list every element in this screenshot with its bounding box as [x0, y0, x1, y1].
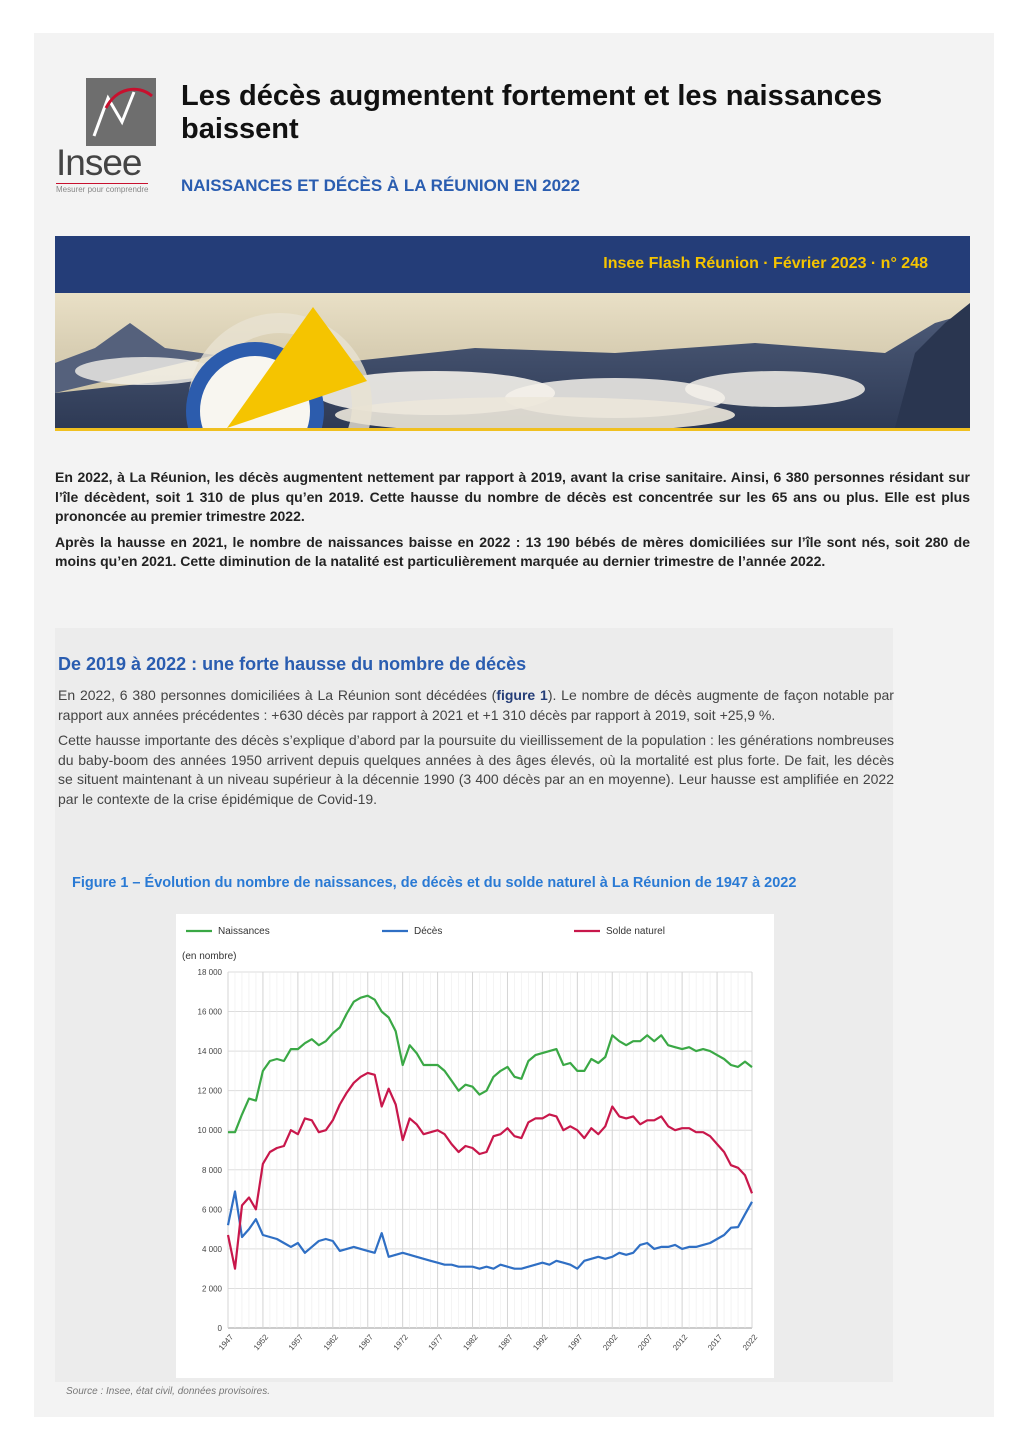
x-tick-label: 1977 [426, 1332, 445, 1353]
section-title: De 2019 à 2022 : une forte hausse du nombre de décès [58, 654, 527, 674]
x-axis-ticks [217, 1332, 760, 1352]
x-tick-label: 2002 [601, 1332, 620, 1353]
x-tick-label: 1982 [461, 1332, 480, 1353]
x-tick-label: 2022 [740, 1332, 760, 1353]
page-title: Les décès augmentent fortement et les naissances baissent [181, 80, 883, 145]
body-paragraph-2: Cette hausse importante des décès s’explique d’abord par la poursuite du vieillissement de la population : les générations nombreuses du baby-boom des années 1950 arrivent depuis quelques années à des âges élevés, où la mortalité est plus forte. De fait, les décès se situent maintenant à un niveau supérieur à la décennie 1990 (3 400 décès par an en moyenne). Leur hausse est amplifiée en 2022 par le contexte de la crise épidémique de Covid-19. [58, 732, 894, 807]
series-line-d-c-s [228, 1192, 752, 1269]
insee-logo [56, 78, 158, 198]
x-tick-label: 1947 [216, 1332, 236, 1353]
legend-label: Décès [414, 926, 443, 937]
body-paragraph-1-end: ). Le nombre de décès augmente de façon notable par rapport aux années précédentes : +630 décès par rapport à 2021 et +1 310 décès par rapport à 2019, soit +25,9 %. [58, 687, 894, 723]
figure-1-chart [176, 914, 774, 1378]
landscape-illustration [55, 293, 970, 428]
intro-paragraph-1: En 2022, à La Réunion, les décès augmentent nettement par rapport à 2019, avant la crise sanitaire. Ainsi, 6 380 personnes résidant sur l’île décèdent, soit 1 310 de plus qu’en 2019. Cette hausse du nombre de décès est concentrée sur les 65 ans ou plus. Elle est plus prononcée au premier trimestre 2022. [55, 469, 970, 524]
legend-label: Naissances [218, 926, 270, 937]
line-chart [176, 914, 774, 1378]
x-tick-label: 2007 [636, 1332, 655, 1353]
logo-tagline: Mesurer pour comprendre [56, 185, 149, 194]
chart-source: Source : Insee, état civil, données provisoires. [66, 1386, 270, 1397]
body-paragraph-1 [58, 686, 894, 725]
series-line-solde-naturel [228, 1073, 752, 1269]
legend-label: Solde naturel [606, 926, 665, 937]
publication-reference: Insee Flash Réunion · Février 2023 · n° 248 [603, 255, 928, 272]
y-tick-label: 16 000 [197, 1007, 222, 1017]
chart-series [228, 996, 752, 1269]
y-tick-label: 10 000 [197, 1126, 222, 1136]
figure-title: Figure 1 – Évolution du nombre de naissances, de décès et du solde naturel à La Réunion de 1947 à 2022 [72, 875, 797, 891]
y-axis-label: (en nombre) [182, 951, 237, 962]
x-tick-label: 2012 [671, 1332, 690, 1353]
x-tick-label: 1997 [566, 1332, 585, 1353]
logo-box [86, 78, 156, 146]
cover-photo [55, 293, 970, 431]
x-tick-label: 1952 [251, 1332, 271, 1353]
y-tick-label: 8 000 [201, 1165, 222, 1175]
page-subtitle: NAISSANCES ET DÉCÈS À LA RÉUNION EN 2022 [181, 176, 580, 195]
y-tick-label: 0 [217, 1324, 222, 1333]
y-tick-label: 18 000 [197, 968, 222, 977]
y-tick-label: 14 000 [197, 1047, 222, 1057]
intro-paragraph-2: Après la hausse en 2021, le nombre de naissances baisse en 2022 : 13 190 bébés de mères domiciliées sur l’île sont nés, soit 280 de moins qu’en 2021. Cette diminution de la natalité est particulièrement marquée au dernier trimestre de l’année 2022. [55, 533, 970, 569]
x-tick-label: 1967 [356, 1332, 375, 1353]
y-tick-label: 4 000 [201, 1244, 222, 1254]
publication-banner [55, 236, 970, 293]
x-tick-label: 2017 [705, 1332, 725, 1353]
y-tick-label: 12 000 [197, 1086, 222, 1096]
x-tick-label: 1992 [531, 1332, 550, 1353]
logo-mark-icon [86, 78, 156, 146]
y-axis-ticks [198, 968, 223, 1333]
chart-legend [186, 926, 665, 937]
body-paragraph-1-start: En 2022, 6 380 personnes domiciliées à La Réunion sont décédées ( [58, 687, 497, 703]
y-tick-label: 2 000 [201, 1284, 222, 1294]
logo-word: Insee [56, 142, 142, 183]
x-tick-label: 1987 [496, 1332, 515, 1353]
section-body [58, 686, 894, 815]
series-line-naissances [228, 996, 752, 1132]
x-tick-label: 1957 [286, 1332, 306, 1353]
figure-1-link[interactable]: figure 1 [496, 687, 548, 703]
y-tick-label: 6 000 [201, 1205, 222, 1215]
intro-summary [55, 468, 970, 578]
chart-grid [228, 972, 752, 1328]
x-tick-label: 1962 [321, 1332, 341, 1353]
x-tick-label: 1972 [391, 1332, 410, 1353]
